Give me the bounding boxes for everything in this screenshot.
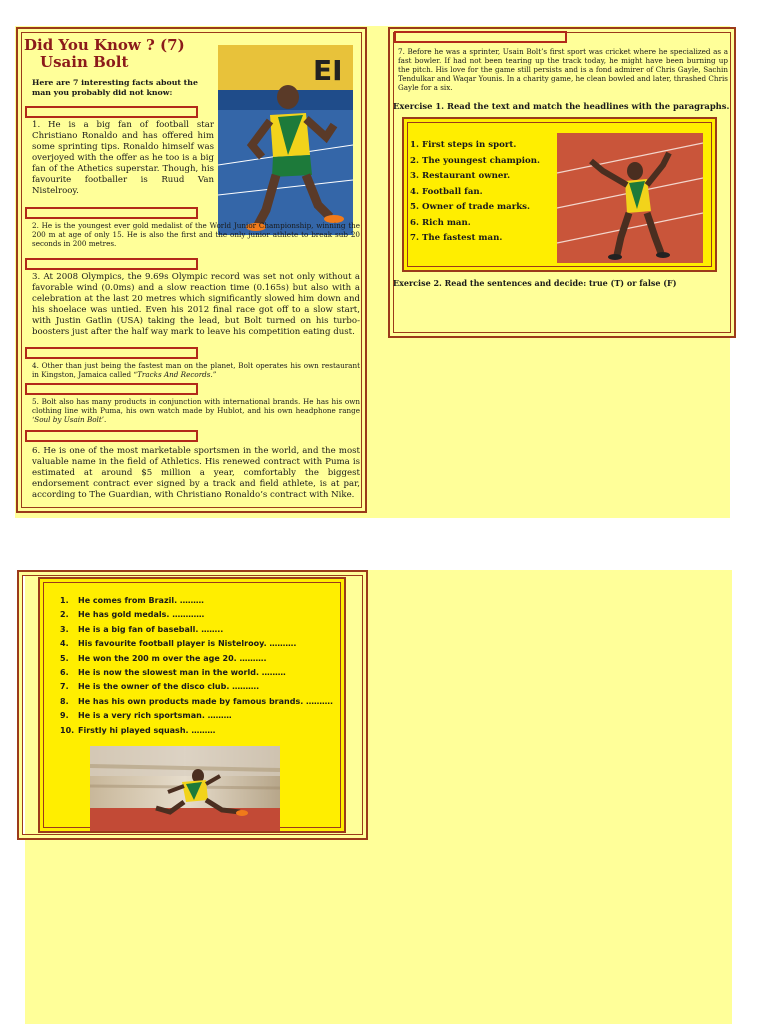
headline-item: 5. Owner of trade marks. bbox=[410, 202, 531, 212]
headline-item: 2. The youngest champion. bbox=[410, 155, 540, 166]
headline-answer-box-1[interactable] bbox=[25, 106, 198, 118]
statement-item[interactable]: 8. He has his own products made by famous brands. ………. bbox=[60, 696, 334, 706]
sprinter-photo-motion-blur bbox=[90, 746, 280, 831]
paragraph-4 bbox=[32, 361, 360, 379]
headline-item: 1. First steps in sport. bbox=[410, 140, 517, 150]
exercise-2-title: Exercise 2. Read the sentences and decide: true (T) or false (F) bbox=[393, 278, 677, 288]
headline-item: 7. The fastest man. bbox=[410, 233, 503, 243]
paragraph-3: 3. At 2008 Olympics, the 9.69s Olympic record was set not only without a favorable wind (0.0ms) and a slow reaction time (0.165s) but also with a celebration at the last 20 metres which significantly slowed him down and his shoelace was untied. Even his 2012 final race got off to a slow start, with Justin Gatlin (USA) taking the lead, but Bolt turned on his turbo-boosters just after the half way mark to leave his competition eating dust. bbox=[32, 272, 360, 337]
headline-answer-box-6[interactable] bbox=[25, 430, 198, 442]
svg-text:EI: EI bbox=[313, 54, 343, 87]
article-subtitle: Usain Bolt bbox=[40, 53, 129, 71]
headline-answer-box-3[interactable] bbox=[25, 258, 198, 270]
sprinter-photo-running bbox=[218, 45, 353, 235]
paragraph-2: 2. He is the youngest ever gold medalist of the World Junior Championship, winning the 200 m at age of only 15. He is also the first and the only junior athlete to break sub 20 seconds in 200 metres. bbox=[32, 221, 360, 248]
article-intro: Here are 7 interesting facts about the man you probably did not know: bbox=[32, 78, 198, 97]
headline-item: 4. Football fan. bbox=[410, 186, 483, 197]
paragraph-1: 1. He is a big fan of football star Christiano Ronaldo and has offered him some sprinting tips. Ronaldo himself was overjoyed with the offer as he too is a big fan of the Athetics superstar. Though, his favourite footballer is Ruud Van Nistelrooy. bbox=[32, 120, 214, 196]
paragraph-6: 6. He is one of the most marketable sportsmen in the world, and the most valuable name in the field of Athletics. His renewed contract with Puma is estimated at around $5 million a year, comfortably the biggest endorsement contract ever signed by a track and field athlete, is at par, according to The Guardian, with Christiano Ronaldo’s contract with Nike. bbox=[32, 446, 360, 500]
headphone-brand: Soul by Usain Bolt bbox=[34, 415, 102, 424]
statement-item[interactable]: 1. He comes from Brazil. ……… bbox=[60, 596, 204, 605]
statement-item[interactable]: 9. He is a very rich sportsman. ……… bbox=[60, 711, 232, 721]
statement-item[interactable]: 4. His favourite football player is Nistelrooy. ………. bbox=[60, 639, 297, 649]
paragraph-5-text: 5. Bolt also has many products in conjunction with international brands. He has his own clothing line with Puma, his own watch made by Hublot, and his own headphone range ‘ bbox=[32, 397, 360, 424]
headline-answer-box-7[interactable] bbox=[394, 31, 567, 43]
statement-item[interactable]: 2. He has gold medals. ………… bbox=[60, 610, 205, 620]
headline-answer-box-2[interactable] bbox=[25, 207, 198, 219]
headline-item: 3. Restaurant owner. bbox=[410, 171, 511, 181]
headline-answer-box-5[interactable] bbox=[25, 383, 198, 395]
headline-answer-box-4[interactable] bbox=[25, 347, 198, 359]
paragraph-4-text: 4. Other than just being the fastest man on the planet, Bolt operates his own restaurant in Kingston, Jamaica called “ bbox=[32, 361, 360, 379]
headline-item: 6. Rich man. bbox=[410, 217, 471, 228]
statement-item[interactable]: 6. He is now the slowest man in the world. ……… bbox=[60, 668, 286, 678]
headlines-list bbox=[410, 138, 555, 247]
paragraph-7: 7. Before he was a sprinter, Usain Bolt’s first sport was cricket where he specialized as a fast bowler. If had not been tearing up the track today, he might have been burning up the pitch. His love for the game still persists and is a fond admirer of Chris Gayle, Sachin Tendulkar and Waqar Younis. In a charity game, he clean bowled and later, thrashed Chris Gayle for a six. bbox=[398, 47, 728, 92]
exercise-1-title: Exercise 1. Read the text and match the headlines with the paragraphs. bbox=[393, 101, 730, 111]
paragraph-4-end: .” bbox=[210, 370, 217, 379]
restaurant-name: Tracks And Records bbox=[137, 370, 211, 379]
paragraph-5-end: ’. bbox=[101, 415, 107, 424]
article-title: Did You Know ? (7) bbox=[24, 36, 185, 54]
sprinter-photo-lightning-pose bbox=[557, 133, 703, 263]
statement-item[interactable]: 10. Firstly hi played squash. ……… bbox=[60, 725, 216, 735]
true-false-list bbox=[60, 594, 340, 738]
statement-item[interactable]: 7. He is the owner of the disco club. ………. bbox=[60, 682, 260, 692]
statement-item[interactable]: 5. He won the 200 m over the age 20. ………. bbox=[60, 653, 267, 663]
statement-item[interactable]: 3. He is a big fan of baseball. …….. bbox=[60, 624, 224, 634]
paragraph-5 bbox=[32, 397, 360, 424]
